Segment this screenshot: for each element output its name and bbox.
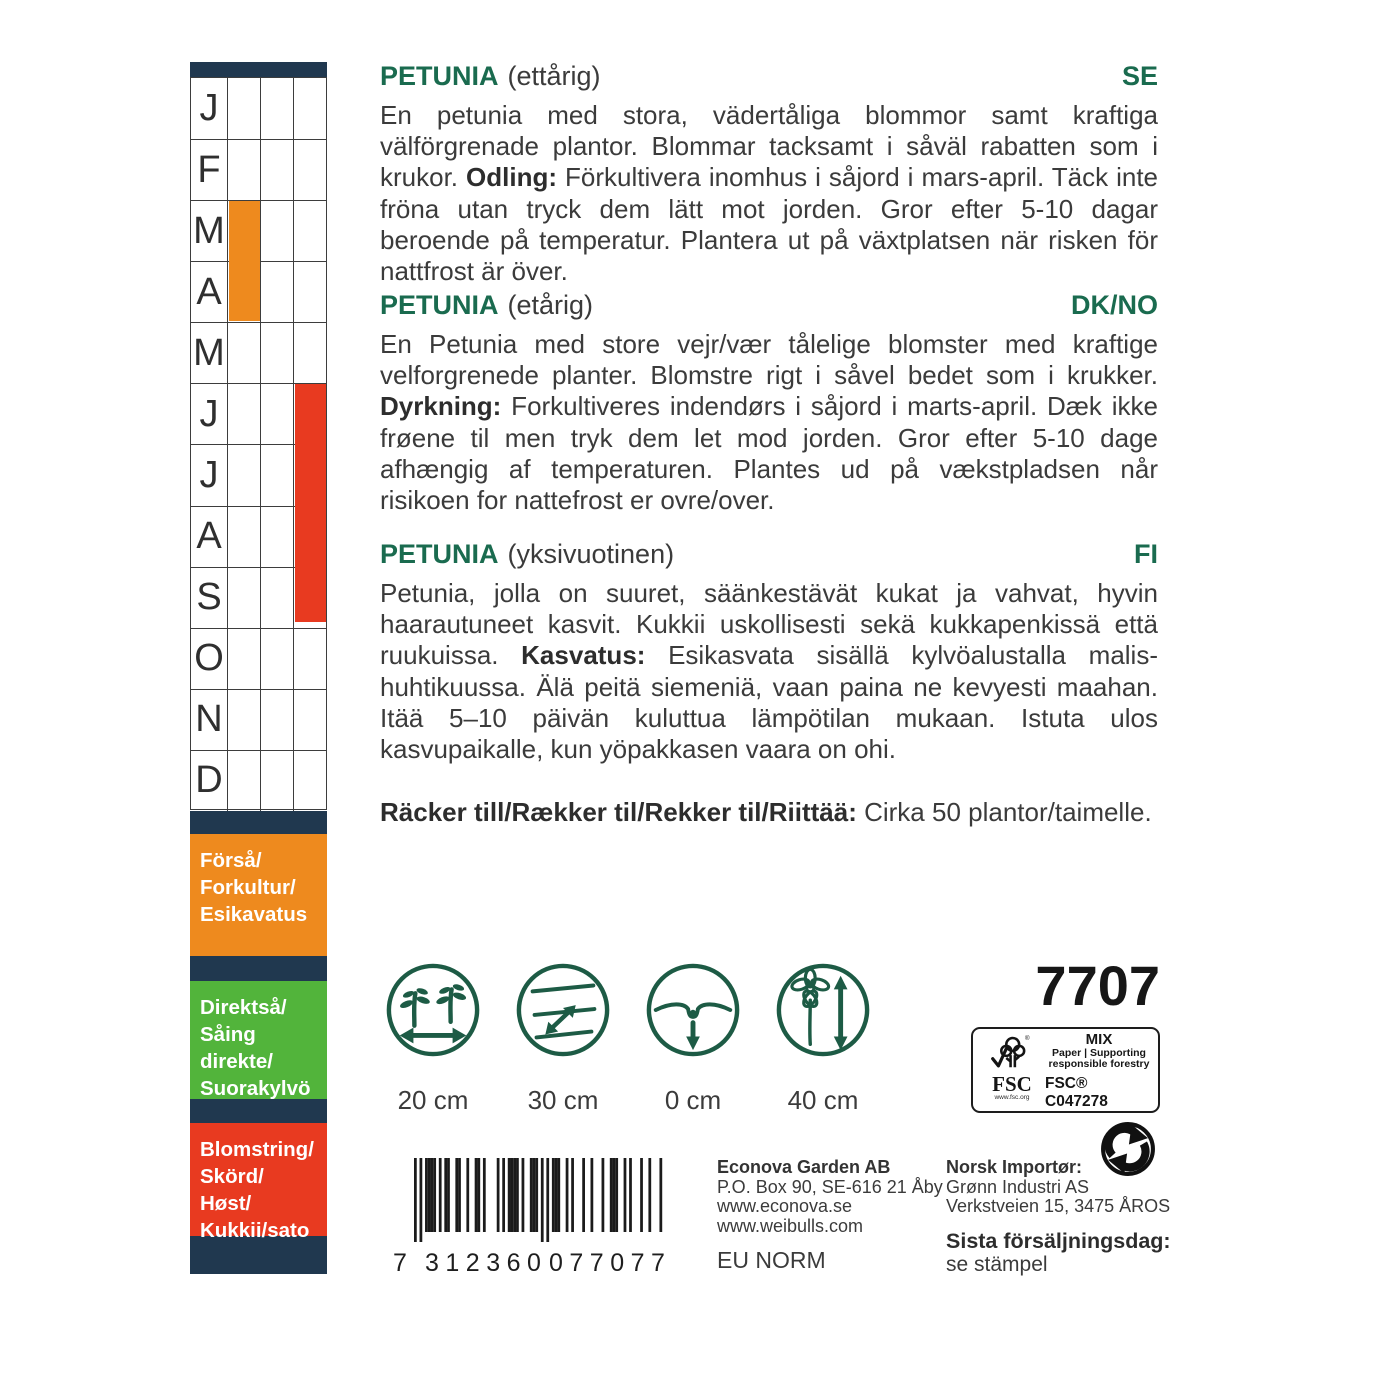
fsc-text-column (1045, 1030, 1153, 1110)
calendar-cell (260, 629, 293, 689)
month-letter: N (195, 698, 223, 741)
section-dk-no (380, 290, 1158, 516)
plant-spacing-value: 20 cm (397, 1085, 469, 1115)
ean-barcode (393, 1158, 676, 1277)
row-spacing-spec (498, 961, 628, 1116)
legend-box-orange (190, 834, 327, 956)
calendar-month-row (191, 139, 326, 200)
fsc-logo-column (979, 1033, 1045, 1109)
plant-height-icon (774, 961, 872, 1059)
barcode-digits-left: 312360 (425, 1249, 548, 1277)
section-se-heading (380, 61, 1158, 91)
month-letter: A (196, 515, 222, 558)
calendar-cell (293, 751, 326, 811)
calendar-cell (293, 201, 326, 261)
month-letter: J (199, 87, 219, 130)
month-letter: F (197, 148, 221, 191)
language-badge: DK/NO (1071, 290, 1158, 320)
publisher-website-econova: www.econova.se (717, 1196, 853, 1216)
section-title: PETUNIA (380, 61, 499, 91)
eu-norm-label: EU NORM (717, 1247, 826, 1273)
month-letter: M (193, 209, 225, 252)
fsc-license-code: FSC® C047278 (1045, 1074, 1108, 1110)
section-dk-heading (380, 290, 1158, 320)
calendar-cell (227, 140, 260, 200)
language-badge: SE (1121, 61, 1158, 91)
legend-line: direkte/ (200, 1050, 273, 1073)
month-letter: J (199, 392, 219, 435)
plant-height-value: 40 cm (787, 1085, 859, 1115)
fsc-tree-icon (989, 1033, 1035, 1073)
calendar-month-row (191, 78, 326, 139)
calendar-cell (227, 445, 260, 505)
month-letter: D (195, 759, 223, 802)
calendar-cell (260, 323, 293, 383)
spec-icons-row (368, 961, 888, 1116)
expiry-title: Sista försäljningsdag: (946, 1229, 1171, 1253)
legend-line: Skörd/ (200, 1165, 264, 1188)
section-fi-heading (380, 539, 1158, 569)
calendar-month-row (191, 750, 326, 811)
legend-box-green (190, 981, 327, 1099)
calendar-cell (260, 507, 293, 567)
calendar-month-row (191, 322, 326, 383)
calendar-cell (293, 629, 326, 689)
yield-value: Cirka 50 plantor/taimelle. (856, 797, 1152, 827)
calendar-cell (260, 78, 293, 139)
product-number: 7707 (1035, 954, 1160, 1017)
bloom-period-bar (295, 384, 326, 622)
calendar-cell (227, 751, 260, 811)
language-badge: FI (1134, 539, 1158, 569)
fsc-mix-label: MIX (1085, 1030, 1113, 1048)
publisher-block (717, 1158, 943, 1236)
calendar-month-row (191, 628, 326, 689)
section-body: En Petunia med store vejr/vær tålelige blomster med kraftige velforgrenede planter. Blomstre rigt i såvel bedet som i krukker. Dyrkning: Forkultiveres indendørs i såjord i marts-april. Dæk ikke frøene til men tryk dem let mod jorden. Gror efter 5-10 dage afhængig af temperaturen. Plantes ud på vækstpladsen når risikoen for nattefrost er ovre/over. (380, 329, 1158, 516)
plant-spacing-icon (384, 961, 482, 1059)
section-title: PETUNIA (380, 290, 499, 320)
calendar-cell (260, 262, 293, 322)
presow-period-bar (229, 201, 260, 321)
calendar-month-row (191, 689, 326, 750)
section-body: Petunia, jolla on suuret, säänkestävät kukat ja vahvat, hyvin haarautuneet kasvit. Kukkii uskollisesti sekä kukkapenkissä että ruukuissa. Kasvatus: Esikasvata sisällä kylvöalustalla malis-huhtikuussa. Älä peitä siemeniä, vaan paina ne kevyesti maahan. Itää 5–10 päivän kuluttua lämpötilan mukaan. Istuta ulos kasvupaikalle, kun yöpakkasen vaara on ohi. (380, 578, 1158, 765)
month-letter: S (196, 576, 222, 619)
calendar-top-bar (190, 62, 327, 77)
legend-line: Förså/ (200, 849, 262, 872)
calendar-cell (260, 751, 293, 811)
calendar-cell (260, 690, 293, 750)
legend-line: Suorakylvö (200, 1077, 311, 1100)
publisher-name: Econova Garden AB (717, 1157, 891, 1177)
calendar-cell (227, 78, 260, 139)
legend-line: Forkultur/ (200, 876, 296, 899)
fsc-url: www.fsc.org (994, 1094, 1030, 1101)
sowing-depth-value: 0 cm (664, 1085, 722, 1115)
calendar-cell (227, 507, 260, 567)
calendar-cell (293, 262, 326, 322)
month-letter: O (194, 637, 224, 680)
calendar-cell (227, 568, 260, 628)
calendar-cell (293, 140, 326, 200)
section-se (380, 61, 1158, 287)
publisher-website-weibulls: www.weibulls.com (717, 1215, 864, 1236)
fsc-desc-line2: responsible forestry (1048, 1058, 1150, 1070)
calendar-cell (227, 384, 260, 444)
fsc-desc-line1: Paper | Supporting (1052, 1046, 1146, 1059)
legend-line: Kukkii/sato (200, 1219, 310, 1242)
section-subtitle: (ettårig) (507, 61, 601, 91)
month-letter: J (199, 454, 219, 496)
barcode-digits-right: 077077 (549, 1249, 672, 1277)
calendar-cell (293, 78, 326, 139)
expiry-value: se stämpel (946, 1253, 1048, 1276)
yield-line (380, 797, 1158, 828)
barcode-bars (414, 1158, 676, 1242)
legend-line: Blomstring/ (200, 1138, 314, 1161)
legend-line: Direktså/ (200, 996, 287, 1019)
section-fi (380, 539, 1158, 765)
sowing-calendar (190, 62, 327, 1274)
calendar-cell (260, 384, 293, 444)
sowing-depth-spec (628, 961, 758, 1116)
section-body: En petunia med stora, vädertåliga blommor samt kraftiga välförgrenade plantor. Blommar tacksamt i såväl rabatten som i krukor. Odling: Förkultivera inomhus i såjord i mars-april. Täck inte fröna utan tryck dem lätt mot jorden. Gror efter 5-10 dagar beroende på temperatur. Plantera ut på växtplatsen när risken för nattfrost är över. (380, 100, 1159, 287)
row-spacing-value: 30 cm (527, 1085, 599, 1115)
legend-line: Esikavatus (200, 903, 308, 926)
svg-text:®: ® (1024, 1035, 1030, 1043)
calendar-grid (190, 77, 327, 810)
calendar-cell (260, 201, 293, 261)
calendar-cell (227, 690, 260, 750)
section-subtitle: (etårig) (507, 290, 594, 320)
row-spacing-icon (514, 961, 612, 1059)
calendar-cell (260, 445, 293, 505)
calendar-cell (293, 323, 326, 383)
importer-address: Verkstveien 15, 3475 ÅROS (946, 1196, 1171, 1216)
calendar-cell (293, 690, 326, 750)
calendar-cell (227, 629, 260, 689)
calendar-cell (260, 568, 293, 628)
expiry-block (946, 1229, 1171, 1276)
month-letter: A (196, 270, 222, 313)
publisher-address: P.O. Box 90, SE-616 21 Åby (717, 1176, 943, 1197)
barcode-digits (393, 1247, 676, 1277)
fsc-label (971, 1027, 1160, 1113)
importer-name: Grønn Industri AS (946, 1176, 1090, 1197)
importer-block (946, 1158, 1170, 1217)
fsc-brand: FSC (992, 1072, 1032, 1096)
plant-height-spec (758, 961, 888, 1116)
barcode-digit-first: 7 (393, 1249, 407, 1277)
legend-box-red (190, 1123, 327, 1242)
section-title: PETUNIA (380, 539, 499, 569)
legend-line: Høst/ (200, 1192, 252, 1215)
calendar-legend (190, 811, 327, 1274)
legend-line: Såing (200, 1023, 256, 1046)
plant-spacing-spec (368, 961, 498, 1116)
yield-label: Räcker till/Rækker til/Rekker til/Riittää: (380, 797, 857, 827)
month-letter: M (193, 331, 225, 374)
calendar-cell (227, 323, 260, 383)
sowing-depth-icon (644, 961, 742, 1059)
calendar-cell (260, 140, 293, 200)
section-subtitle: (yksivuotinen) (507, 539, 675, 569)
importer-title: Norsk Importør: (946, 1157, 1083, 1177)
